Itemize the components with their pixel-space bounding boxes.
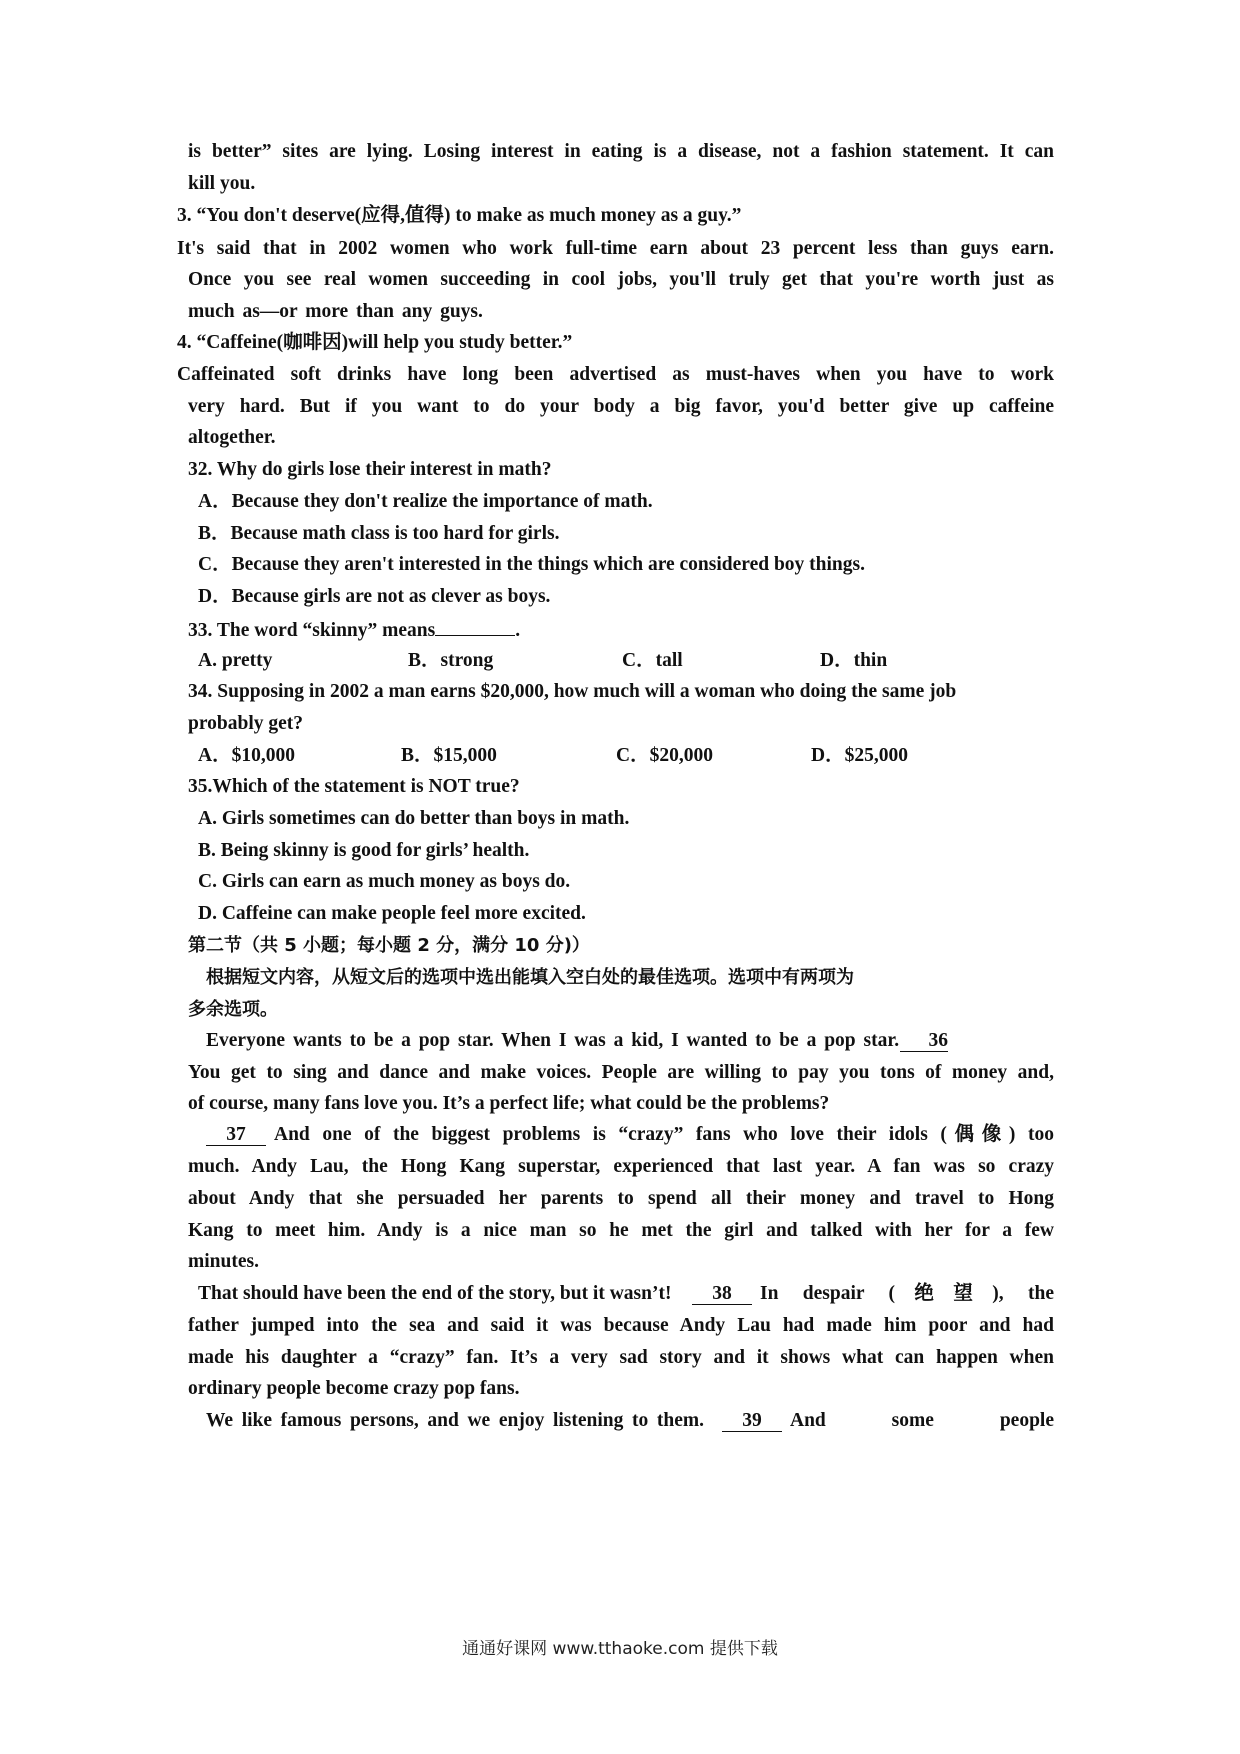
- blank-36: [900, 1029, 948, 1053]
- question-34-stem-cont: probably get?: [188, 713, 304, 734]
- passage-line: father jumped into the sea and said it was because Andy Lau had made him poor and had: [188, 1315, 1054, 1336]
- question-32-stem: 32. Why do girls lose their interest in math?: [188, 459, 552, 480]
- passage-line: much. Andy Lau, the Hong Kang superstar, experienced that last year. A fan was so crazy: [188, 1156, 1054, 1177]
- passage-line: about Andy that she persuaded her parents to spend all their money and travel to Hong: [188, 1188, 1054, 1209]
- question-32-option-c: C．Because they aren't interested in the things which are considered boy things.: [198, 554, 865, 575]
- question-34-option-d: D．$25,000: [811, 745, 908, 766]
- passage-line: And one of the biggest problems is “crazy” fans who love their idols (偶像) too: [274, 1124, 1054, 1145]
- passage-line: very hard. But if you want to do your body a big favor, you'd better give up caffeine: [188, 396, 1054, 417]
- question-34-option-a: A．$10,000: [198, 745, 295, 766]
- passage-line: kill you.: [188, 173, 256, 194]
- question-33-text: 33. The word “skinny” means: [188, 620, 436, 641]
- passage-line: is better” sites are lying. Losing interest in eating is a disease, not a fashion statement. It can: [188, 141, 1054, 162]
- blank-39: [722, 1409, 782, 1433]
- passage-line: Once you see real women succeeding in cool jobs, you'll truly get that you're worth just as: [188, 269, 1054, 290]
- passage-line: You get to sing and dance and make voices. People are willing to pay you tons of money and,: [188, 1062, 1054, 1083]
- section-instructions: 根据短文内容，从短文后的选项中选出能填入空白处的最佳选项。选项中有两项为: [206, 967, 854, 988]
- blank-38-number: 38: [692, 1284, 752, 1305]
- passage-line: And some people: [790, 1410, 1054, 1431]
- question-32-option-d: D．Because girls are not as clever as boys.: [198, 586, 551, 607]
- question-32-option-a: A．Because they don't realize the importance of math.: [198, 491, 653, 512]
- question-33-option-a: A. pretty: [198, 650, 273, 671]
- passage-line: made his daughter a “crazy” fan. It’s a very sad story and it shows what can happen when: [188, 1347, 1054, 1368]
- passage-line: of course, many fans love you. It’s a perfect life; what could be the problems?: [188, 1093, 830, 1114]
- blank-36-number: 36: [900, 1031, 948, 1052]
- answer-blank: [435, 617, 515, 636]
- question-34-option-c: C．$20,000: [616, 745, 713, 766]
- question-35-option-d: D. Caffeine can make people feel more excited.: [198, 903, 586, 924]
- question-33-option-b: B．strong: [408, 650, 494, 671]
- passage-text: Everyone wants to be a pop star. When I was a kid, I wanted to be a pop star.: [206, 1030, 900, 1051]
- question-32-option-b: B．Because math class is too hard for girls.: [198, 523, 560, 544]
- question-34-stem: 34. Supposing in 2002 a man earns $20,000, how much will a woman who doing the same job: [188, 681, 957, 702]
- question-35-stem: 35.Which of the statement is NOT true?: [188, 776, 520, 797]
- question-35-option-a: A. Girls sometimes can do better than boys in math.: [198, 808, 630, 829]
- passage-line: [206, 1123, 266, 1147]
- section-heading: 第二节（共 5 小题；每小题 2 分，满分 10 分)）: [188, 935, 590, 956]
- question-33-option-d: D．thin: [820, 650, 888, 671]
- passage-line: We like famous persons, and we enjoy listening to them.: [206, 1410, 704, 1431]
- passage-line: altogether.: [188, 427, 276, 448]
- section-instructions-cont: 多余选项。: [188, 999, 278, 1020]
- question-33-option-c: C．tall: [622, 650, 683, 671]
- passage-line: It's said that in 2002 women who work full-time earn about 23 percent less than guys earn.: [177, 238, 1054, 259]
- blank-38: [692, 1282, 752, 1306]
- question-33-stem: 33. The word “skinny” means .: [188, 617, 520, 643]
- passage-line: minutes.: [188, 1251, 259, 1272]
- passage-line: [206, 1029, 948, 1053]
- footer-watermark: 通通好课网 www.tthaoke.com 提供下载: [462, 1639, 778, 1659]
- blank-37: 37: [206, 1125, 266, 1146]
- passage-line: Kang to meet him. Andy is a nice man so he met the girl and talked with her for a few: [188, 1220, 1054, 1241]
- passage-line: In despair (绝望), the: [760, 1283, 1054, 1304]
- question-35-option-b: B. Being skinny is good for girls’ health.: [198, 840, 530, 861]
- myth-heading-3: 3. “You don't deserve(应得,值得) to make as much money as a guy.”: [177, 205, 742, 226]
- passage-line: That should have been the end of the story, but it wasn’t!: [198, 1283, 672, 1304]
- myth-heading-4: 4. “Caffeine(咖啡因)will help you study better.”: [177, 332, 573, 353]
- question-35-option-c: C. Girls can earn as much money as boys do.: [198, 871, 571, 892]
- passage-line: much as—or more than any guys.: [188, 301, 483, 322]
- passage-line: Caffeinated soft drinks have long been advertised as must-haves when you have to work: [177, 364, 1054, 385]
- question-34-option-b: B．$15,000: [401, 745, 497, 766]
- passage-line: ordinary people become crazy pop fans.: [188, 1378, 520, 1399]
- blank-39-number: 39: [722, 1411, 782, 1432]
